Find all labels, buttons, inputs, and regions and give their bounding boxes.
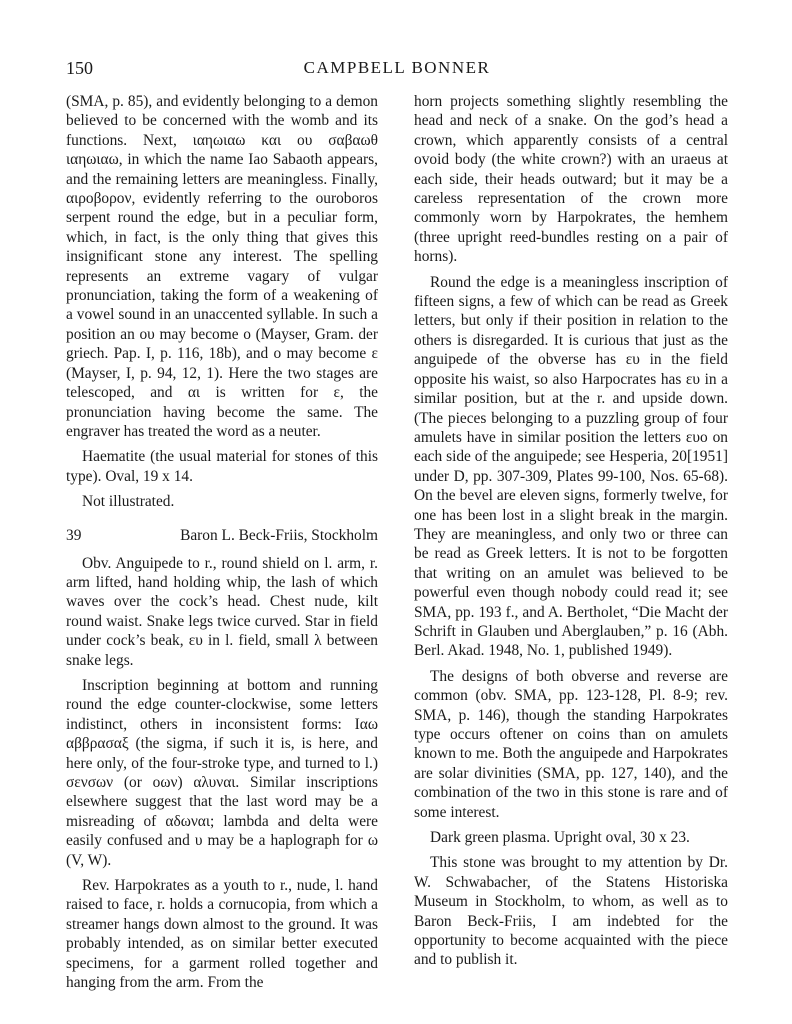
paragraph: Dark green plasma. Upright oval, 30 x 23. — [430, 829, 690, 847]
page-number: 150 — [66, 58, 93, 78]
entry-title: Baron L. Beck-Friis, Stockholm — [180, 526, 378, 544]
entry-number: 39 — [66, 526, 82, 544]
paragraph: Obv. Anguipede to r., round shield on l. arm, r. arm lifted, hand holding whip, the lash of which waves over the cock’s head. Chest nude, kilt round waist. Snake legs twice curved. Star in field under cock’s beak, ευ in l. field, small λ between snake legs. — [66, 554, 378, 669]
right-column — [414, 92, 728, 976]
paragraph: Haematite (the usual material for stones of this type). Oval, 19 x 14. — [66, 448, 378, 485]
running-title: CAMPBELL BONNER — [303, 58, 491, 77]
paragraph: horn projects something slightly resembling the head and neck of a snake. On the god’s head a crown, which apparently consists of a central ovoid body (the white crown?) with an uraeus at each side, their heads outward; but it may be a careless representation of the crown more commonly worn by Harpokrates, the hemhem (three upright reed-bundles resting on a pair of horns). — [414, 93, 728, 266]
paragraph: Rev. Harpokrates as a youth to r., nude, l. hand raised to face, r. holds a cornucopia, from which a streamer hangs down almost to the ground. It was probably intended, as on similar better executed specimens, for a garment rolled together and hanging from the arm. From the — [66, 877, 378, 992]
entry-heading — [66, 526, 378, 546]
paragraph: Inscription beginning at bottom and running round the edge counter-clockwise, some letters indistinct, others in inconsistent forms: Ιαω αββρασαξ (the sigma, if such it is, is here, and here only, of the four-stroke type, and turned to l.) σενσων (or οων) αλυναι. Similar inscriptions elsewhere suggest that the last word may be a misreading of αδωναι; lambda and delta were easily confused and υ may be a haplograph for ω (V, W). — [66, 676, 378, 869]
paragraph: The designs of both obverse and reverse are common (obv. SMA, pp. 123-128, Pl. 8-9; rev. SMA, p. 146), though the standing Harpokrates type occurs oftener on coins than on amulets known to me. Both the anguipede and Harpokrates are solar divinities (SMA, pp. 127, 140), and the combination of the two in this stone is rare and of some interest. — [414, 667, 728, 821]
page-header — [66, 58, 728, 82]
paragraph: Round the edge is a meaningless inscription of fifteen signs, a few of which can be read as Greek letters, but only if their position in relation to the others is disregarded. It is curious that just as the anguipede of the obverse has ευ in the field opposite his waist, so also Harpocrates has ευ in a similar position, but at the r. and upside down. (The pieces belonging to a puzzling group of four amulets have in similar position the letters ευο on each side of the anguipede; see Hesperia, 20[1951] under D, pp. 307-309, Plates 99-100, Nos. 65-68). On the bevel are eleven signs, formerly twelve, for one has been lost in a slight break in the margin. They are meaningless, and only two or three can be read as Greek letters. It is not to be forgotten that writing on an amulet was believed to be powerful even though nobody could read it; see SMA, pp. 193 f., and A. Bertholet, “Die Macht der Schrift in Glauben und Aberglauben,” p. 16 (Abh. Berl. Akad. 1948, No. 1, published 1949). — [414, 273, 728, 660]
paragraph: (SMA, p. 85), and evidently belonging to a demon believed to be concerned with the womb and its functions. Next, ιαηωιαω και ου σαβαωθ ιαηωιαω, in which the name Iao Sabaoth appears, and the remaining letters are meaningless. Finally, αιροβορον, evidently referring to the ouroboros serpent round the edge, but in a peculiar form, which, in fact, is the only thing that gives this insignificant stone any interest. The spelling represents an extreme vagary of vulgar pronunciation, taking the form of a weakening of a vowel sound in an unaccented syllable. In such a position an ου may become ο (Mayser, Gram. der griech. Pap. I, p. 116, 18b), and ο may become ε (Mayser, I, p. 94, 12, 1). Here the two stages are telescoped, and αι is written for ε, the pronunciation having become the same. The engraver has treated the word as a neuter. — [66, 93, 378, 440]
left-column — [66, 92, 378, 998]
paragraph: This stone was brought to my attention by Dr. W. Schwabacher, of the Statens Historiska Museum in Stockholm, to whom, as well as to Baron Beck-Friis, I am indebted for the opportunity to become acquainted with the piece and to publish it. — [414, 854, 728, 969]
paragraph: Not illustrated. — [82, 493, 175, 511]
